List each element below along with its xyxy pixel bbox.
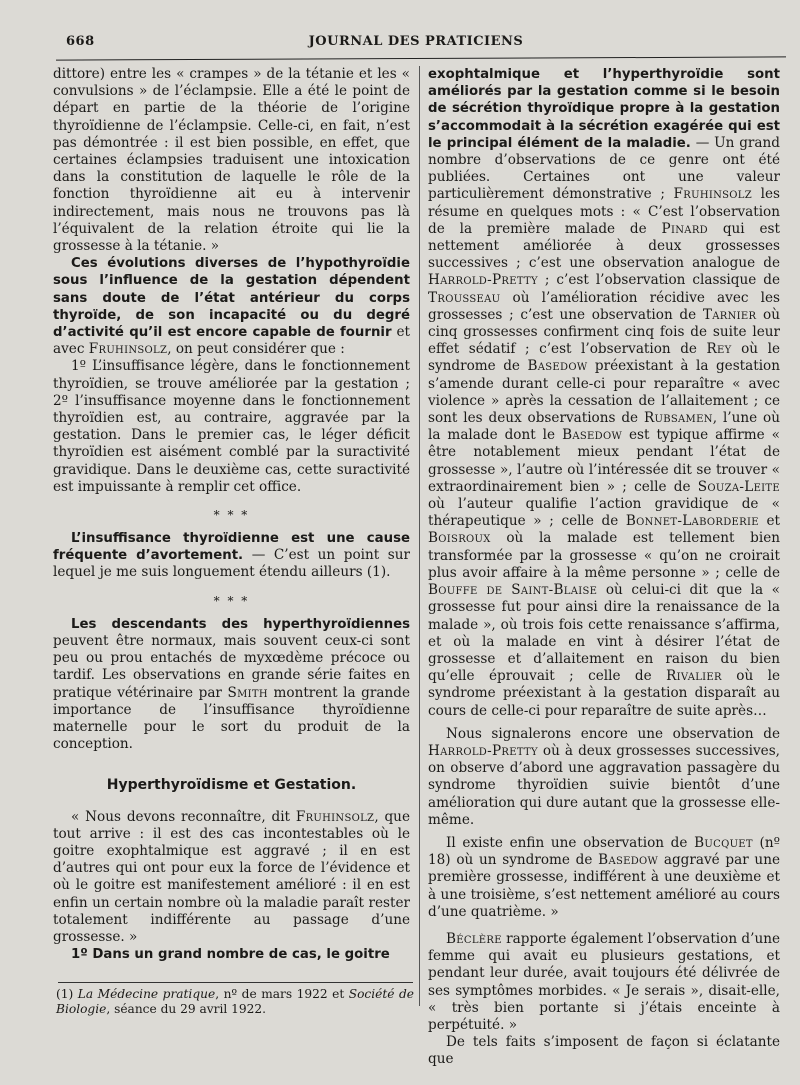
author-name: Bouffe de Saint-Blaise xyxy=(428,582,598,599)
paragraph-tetanie-continuation: dittore) entre les « crampes » de la tétanie et les « convulsions » de l’éclampsie. Elle a été le point de départ en partie de la théorie de l’origine thyroïdienne de l’éclampsie. Celle-ci, en fait, n’est pas démontrée : il est bien possible, en effet, que certaines éclampsies traduisent une intoxication dans la constitution de laquelle le rôle de la fonction thyroïdienne ait eu à intervenir indirectement, mais nous ne trouvons pas là l’équivalent de la relation étroite qui lie la grossesse à la tétanie. » xyxy=(53,66,410,255)
bold-statement: Ces évolutions diverses de l’hypothyroïdie sous l’influence de la gestation dépendent sans doute de l’état antérieur du corps thyroïde, de son incapacité ou du degré d’activité qu’il est encore capable de fournir xyxy=(53,256,410,341)
column-divider xyxy=(419,66,420,1006)
bold-statement: Les descendants des hyperthyroïdiennes xyxy=(71,616,410,632)
journal-title: JOURNAL DES PRATICIENS xyxy=(308,34,524,49)
paragraph-avortement: L’insuffisance thyroïdienne est une cause fréquente d’avortement. — C’est un point sur lequel je me suis longuement étendu ailleurs (1). xyxy=(53,531,410,581)
author-name: Harrold-Pretty xyxy=(428,742,538,759)
author-name: Fruhinsolz xyxy=(88,341,168,358)
bold-statement: L’insuffisance thyroïdienne est une cause fréquente d’avortement. xyxy=(53,531,410,564)
paragraph-final: De tels faits s’imposent de façon si éclatante que xyxy=(428,1034,780,1068)
author-name: Tarnier xyxy=(702,306,757,323)
paragraph-fruhinsolz-quote: « Nous devons reconnaître, dit Fruhinsolz, que tout arrive : il est des cas incontestables où le goitre exophtalmique est aggravé ; il en est d’autres qui ont pour eux la force de l’évidence et où le goitre est manifestement amélioré : il en est enfin un certain nombre où la maladie paraît rester totalement indifférente au passage d’une grossesse. » xyxy=(53,808,410,945)
author-name: Pinard xyxy=(661,220,708,237)
paragraph-hypothyroidie-evolutions: Ces évolutions diverses de l’hypothyroïdie sous l’influence de la gestation dépendent sans doute de l’état antérieur du corps thyroïde, de son incapacité ou du degré d’activité qu’il est encore capable de fournir et avec Fruhinsolz, on peut considérer que : xyxy=(53,256,410,358)
author-name: Smith xyxy=(227,684,268,701)
author-name: Basedow xyxy=(527,358,588,375)
bold-statement: 1º Dans un grand nombre de cas, le goitre xyxy=(71,947,390,963)
author-name: Souza-Leite xyxy=(697,478,780,495)
paragraph-bucquet: Il existe enfin une observation de Bucquet (nº 18) où un syndrome de Basedow aggravé par une première grossesse, indifférent à une deuxième et à une troisième, s’est nettement amélioré au cours d’une quatrième. » xyxy=(428,834,780,920)
right-column xyxy=(428,66,780,1069)
journal-citation: La Médecine pratique xyxy=(77,987,216,1001)
author-name: Fruhinsolz xyxy=(295,808,375,825)
paragraph-gap xyxy=(428,921,780,931)
paragraph-descendants: Les descendants des hyperthyroïdiennes peuvent être normaux, mais souvent ceux-ci sont peu ou prou entachés de myxœdème précoce ou tardif. Les observations en grande série faites en pratique vétérinaire par Smith montrent la grande importance de l’insuffisance thyroïdienne maternelle pour le sort du produit de la conception. xyxy=(53,616,410,753)
footnote-rule xyxy=(58,982,413,983)
author-name: Fruhinsolz xyxy=(673,186,752,203)
author-name: Rubsamen xyxy=(643,410,713,427)
section-separator-stars: * * * xyxy=(213,508,250,523)
author-name: Rey xyxy=(706,341,732,358)
page-number: 668 xyxy=(66,34,95,49)
section-heading: Hyperthyroïdisme et Gestation. xyxy=(106,777,357,794)
author-name: Basedow xyxy=(562,427,623,444)
paragraph-goitre-start xyxy=(53,946,410,963)
author-name: Boisroux xyxy=(428,530,491,547)
paragraph-insuffisance-levels: 1º L’insuffisance légère, dans le fonctionnement thyroïdien, se trouve améliorée par la gestation ; 2º l’insuffisance moyenne dans le fonctionnement thyroïdien est, au contraire, aggravée par la gestation. Dans le premier cas, le léger déficit thyroïdien est aisément comblé par la suractivité gravidique. Dans le deuxième cas, cette suractivité est impuissante à remplir cet office. xyxy=(53,358,410,495)
author-name: Harrold-Pretty xyxy=(428,272,538,289)
footnote: (1) La Médecine pratique, nº de mars 1922 et Société de Biologie, séance du 29 avril 1922. xyxy=(56,987,415,1016)
paragraph-beclere: Béclère rapporte également l’observation d’une femme qui avait eu plusieurs gestations, et pendant leur durée, avait toujours été délivrée de ses symptômes morbides. « Je serais », disait-elle, « très bien portante si j’étais enceinte à perpétuité. » xyxy=(428,930,780,1033)
author-name: Béclère xyxy=(446,930,502,947)
left-column xyxy=(53,66,410,963)
author-name: Basedow xyxy=(598,852,659,869)
author-name: Trousseau xyxy=(428,289,501,306)
bold-statement: exophtalmique et l’hyperthyroïdie sont améliorés par la gestation comme si le besoin de sécrétion thyroïdique propre à la gestation s’accommodait à la sécrétion exagérée qui est le principal élément de la maladie. xyxy=(428,67,780,151)
paragraph-goitre-ameliore: exophtalmique et l’hyperthyroïdie sont améliorés par la gestation comme si le besoin de sécrétion thyroïdique propre à la gestation s’accommodait à la sécrétion exagérée qui est le principal élément de la maladie. — Un grand nombre d’observations de ce genre ont été publiées. Certaines ont une valeur particulièrement démonstrative ; Fruhinsolz les résume en quelques mots : « C’est l’observation de la première malade de Pinard qui est nettement améliorée à deux grossesses successives ; c’est une observation analogue de Harrold-Pretty ; c’est l’observation classique de Trousseau où l’amélioration récidive avec les grossesses ; c’est une observation de Tarnier où cinq grossesses confirment cinq fois de suite leur effet sédatif ; c’est l’observation de Rey où le syndrome de Basedow préexistant à la gestation s’amende durant celle-ci pour reparaître « avec violence » après la cessation de l’allaitement ; ce sont les deux observations de Rubsamen, l’une où la malade dont le Basedow est typique affirme « être notablement mieux pendant l’état de grossesse », l’autre où l’intéressée dit se trouver « extraordinairement bien » ; celle de Souza-Leite où l’auteur qualifie l’action gravidique de « thérapeutique » ; celle de Bonnet-Laborderie et Boisroux où la malade est tellement bien transformée par la grossesse « qu’on ne croirait plus avoir affaire à la même personne » ; celle de Bouffe de Saint-Blaise où celui-ci dit que la « grossesse fut pour ainsi dire la renaissance de la malade », où trois fois cette renaissance s’affirma, et où la malade en vint à désirer l’état de grossesse et d’allaitement en raison du bien qu’elle éprouvait ; celle de Rivalier où le syndrome préexistant à la gestation disparaît au cours de celle-ci pour reparaître de suite après… xyxy=(428,67,780,719)
header-rule xyxy=(56,56,786,60)
section-separator-stars: * * * xyxy=(213,593,250,608)
author-name: Bucquet xyxy=(694,834,753,851)
journal-citation: Société de Biologie xyxy=(56,987,415,1016)
author-name: Rivalier xyxy=(666,668,722,685)
paragraph-harrold-pretty: Nous signalerons encore une observation de Harrold-Pretty où à deux grossesses successives, on observe d’abord une aggravation passagère du syndrome thyroïdien suivie bientôt d’une amélioration qui dure autant que la grossesse elle-même. xyxy=(428,725,780,828)
author-name: Bonnet-Laborderie xyxy=(625,513,759,530)
page-header xyxy=(54,34,778,56)
